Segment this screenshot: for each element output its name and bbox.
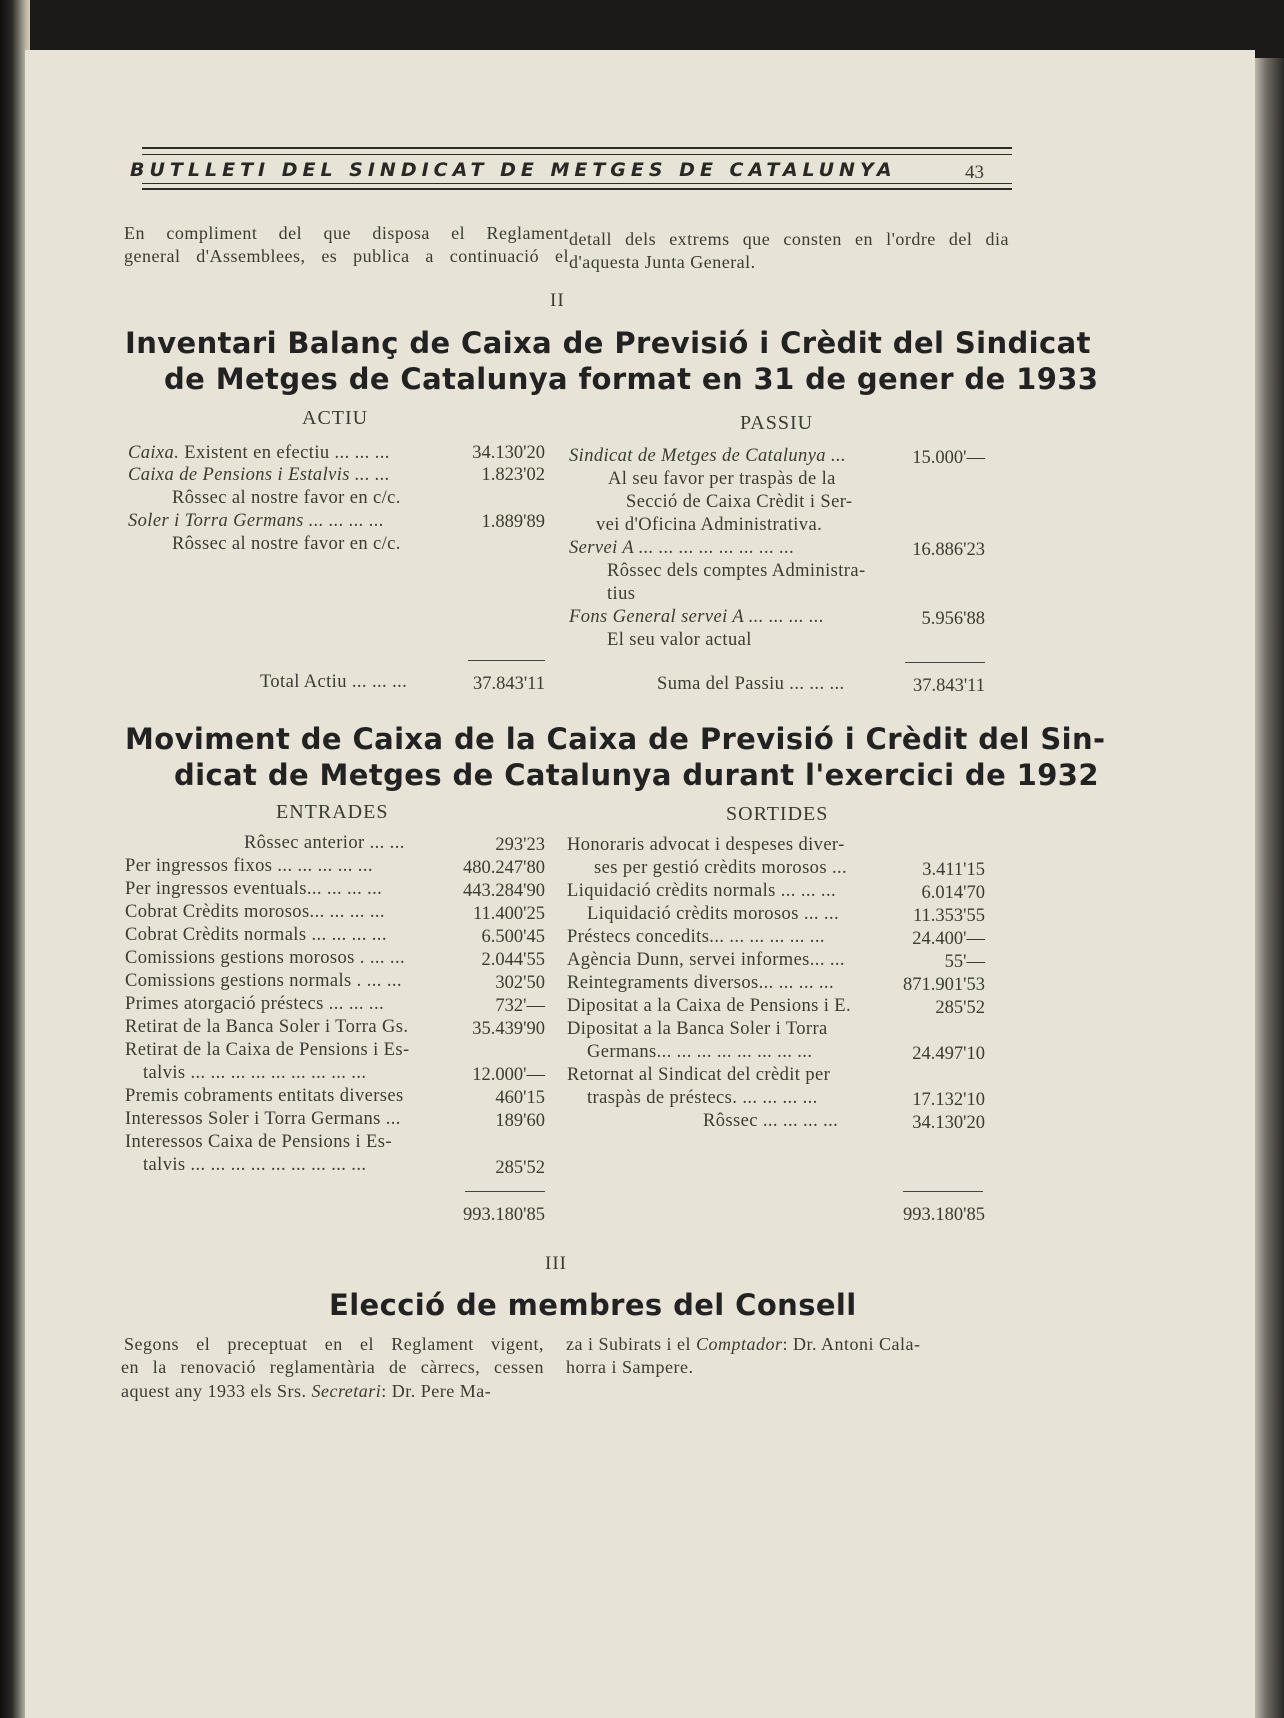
entrades-row-14: Interessos Caixa de Pensions i Es- bbox=[125, 1132, 392, 1152]
entrades-value-6: 2.044'55 bbox=[481, 950, 545, 970]
entrades-row-4: Cobrat Crèdits morosos... ... ... ... bbox=[125, 902, 385, 922]
sortides-total: 993.180'85 bbox=[903, 1205, 985, 1225]
passiu-total-rule bbox=[905, 662, 985, 663]
entrades-value-5: 6.500'45 bbox=[481, 927, 545, 947]
sortides-value-5: 24.400'— bbox=[912, 929, 985, 949]
passiu-row-8: Fons General servei A ... ... ... ... bbox=[569, 607, 825, 627]
actiu-row-4: Soler i Torra Germans ... ... ... ... bbox=[128, 511, 385, 531]
sortides-row-12: traspàs de préstecs. ... ... ... ... bbox=[587, 1088, 818, 1108]
entrades-row-7: Comissions gestions normals . ... ... bbox=[125, 971, 402, 991]
page-number: 43 bbox=[965, 162, 984, 183]
section-title-2-line-2: de Metges de Catalunya format en 31 de gener de 1933 bbox=[164, 362, 1099, 396]
sortides-row-10: Germans... ... ... ... ... ... ... ... bbox=[587, 1042, 813, 1062]
section-title-2-line-1: Inventari Balanç de Caixa de Previsió i Crèdit del Sindicat bbox=[125, 326, 1091, 360]
entrades-row-8: Primes atorgació préstecs ... ... ... bbox=[125, 994, 385, 1014]
sortides-row-2: ses per gestió crèdits morosos ... bbox=[594, 858, 848, 878]
entrades-row-6: Comissions gestions morosos . ... ... bbox=[125, 948, 405, 968]
sortides-row-13: Rôssec ... ... ... ... bbox=[703, 1111, 839, 1131]
header-rule-top2 bbox=[142, 154, 1012, 155]
actiu-row-3: Rôssec al nostre favor en c/c. bbox=[172, 488, 401, 508]
entrades-value-9: 35.439'90 bbox=[472, 1019, 545, 1039]
sortides-row-3: Liquidació crèdits normals ... ... ... bbox=[567, 881, 837, 901]
section3-left-line-2: en la renovació reglamentària de càrrecs, cessen bbox=[121, 1357, 544, 1377]
section-number-3: III bbox=[545, 1253, 567, 1274]
section-title-mov-line-2: dicat de Metges de Catalunya durant l'exercici de 1932 bbox=[174, 758, 1099, 792]
total-passiu-value: 37.843'11 bbox=[912, 676, 985, 696]
total-passiu-label: Suma del Passiu ... ... ... bbox=[657, 674, 845, 694]
sortides-value-4: 11.353'55 bbox=[912, 906, 985, 926]
passiu-row-2: Al seu favor per traspàs de la bbox=[608, 469, 836, 489]
actiu-row-2: Caixa de Pensions i Estalvis ... ... bbox=[128, 465, 391, 485]
running-header: BUTLLETI DEL SINDICAT DE METGES DE CATALUNYA bbox=[130, 159, 897, 181]
entrades-value-11: 12.000'— bbox=[472, 1065, 545, 1085]
entrades-value-1: 293'23 bbox=[495, 835, 545, 855]
entrades-total-rule bbox=[465, 1191, 545, 1192]
sortides-row-8: Dipositat a la Caixa de Pensions i E. bbox=[567, 996, 852, 1016]
entrades-row-11: talvis ... ... ... ... ... ... ... ... ... bbox=[143, 1063, 367, 1083]
entrades-value-7: 302'50 bbox=[495, 973, 545, 993]
section-number-2: II bbox=[550, 290, 565, 311]
entrades-value-15: 285'52 bbox=[495, 1158, 545, 1178]
passiu-row-7: tius bbox=[607, 584, 636, 604]
entrades-value-12: 460'15 bbox=[495, 1088, 545, 1108]
sortides-value-12: 17.132'10 bbox=[912, 1090, 985, 1110]
section-title-mov-line-1: Moviment de Caixa de la Caixa de Previsió i Crèdit del Sin- bbox=[125, 722, 1106, 756]
entrades-row-3: Per ingressos eventuals... ... ... ... bbox=[125, 879, 383, 899]
sortides-value-8: 285'52 bbox=[935, 998, 985, 1018]
actiu-row-1: Caixa. Existent en efectiu ... ... ... bbox=[128, 443, 390, 463]
passiu-value-8: 5.956'88 bbox=[921, 609, 985, 629]
sortides-row-7: Reintegraments diversos... ... ... ... bbox=[567, 973, 834, 993]
entrades-row-9: Retirat de la Banca Soler i Torra Gs. bbox=[125, 1017, 409, 1037]
sortides-row-6: Agència Dunn, servei informes... ... bbox=[567, 950, 845, 970]
passiu-row-3: Secció de Caixa Crèdit i Ser- bbox=[626, 492, 853, 512]
passiu-value-5: 16.886'23 bbox=[912, 540, 985, 560]
sortides-value-13: 34.130'20 bbox=[912, 1113, 985, 1133]
sortides-value-7: 871.901'53 bbox=[903, 975, 985, 995]
section-title-3: Elecció de membres del Consell bbox=[329, 1288, 857, 1322]
section3-right-line-2: horra i Sampere. bbox=[566, 1357, 694, 1377]
passiu-heading: PASSIU bbox=[740, 412, 814, 434]
entrades-row-12: Premis cobraments entitats diverses bbox=[125, 1086, 404, 1106]
entrades-row-13: Interessos Soler i Torra Germans ... bbox=[125, 1109, 401, 1129]
passiu-row-4: vei d'Oficina Administrativa. bbox=[596, 515, 823, 535]
book-edge bbox=[1255, 58, 1284, 1718]
actiu-value-2: 1.823'02 bbox=[481, 465, 545, 485]
section3-left-line-3: aquest any 1933 els Srs. Secretari: Dr. Pere Ma- bbox=[121, 1381, 492, 1401]
sortides-total-rule bbox=[903, 1191, 983, 1192]
intro-left-line-1: En compliment del que disposa el Reglament bbox=[124, 223, 569, 243]
sortides-value-2: 3.411'15 bbox=[922, 860, 985, 880]
header-rule-bottom2 bbox=[142, 188, 1012, 190]
section3-right-line-1: za i Subirats i el Comptador: Dr. Antoni Cala- bbox=[566, 1334, 921, 1354]
sortides-value-3: 6.014'70 bbox=[921, 883, 985, 903]
entrades-row-2: Per ingressos fixos ... ... ... ... ... bbox=[125, 856, 373, 876]
actiu-heading: ACTIU bbox=[302, 407, 369, 429]
entrades-value-13: 189'60 bbox=[495, 1111, 545, 1131]
entrades-value-4: 11.400'25 bbox=[472, 904, 545, 924]
total-actiu-value: 37.843'11 bbox=[472, 674, 545, 694]
passiu-value-1: 15.000'— bbox=[912, 448, 985, 468]
sortides-row-11: Retornat al Sindicat del crèdit per bbox=[567, 1065, 831, 1085]
sortides-row-9: Dipositat a la Banca Soler i Torra bbox=[567, 1019, 828, 1039]
total-actiu-label: Total Actiu ... ... ... bbox=[260, 672, 408, 692]
header-rule-top bbox=[142, 147, 1012, 149]
intro-right-line-2: d'aquesta Junta General. bbox=[569, 252, 756, 272]
sortides-value-10: 24.497'10 bbox=[912, 1044, 985, 1064]
passiu-row-5: Servei A ... ... ... ... ... ... ... ... bbox=[569, 538, 795, 558]
entrades-value-2: 480.247'80 bbox=[463, 858, 545, 878]
passiu-row-9: El seu valor actual bbox=[607, 630, 752, 650]
sortides-heading: SORTIDES bbox=[726, 803, 829, 825]
intro-left-line-2: general d'Assemblees, es publica a continuació el bbox=[124, 246, 569, 266]
header-rule-bottom bbox=[142, 183, 1012, 184]
entrades-row-1: Rôssec anterior ... ... bbox=[244, 833, 405, 853]
entrades-heading: ENTRADES bbox=[276, 801, 389, 823]
entrades-value-3: 443.284'90 bbox=[463, 881, 545, 901]
sortides-row-1: Honoraris advocat i despeses diver- bbox=[567, 835, 845, 855]
actiu-value-4: 1.889'89 bbox=[481, 512, 545, 532]
entrades-row-5: Cobrat Crèdits normals ... ... ... ... bbox=[125, 925, 387, 945]
passiu-row-1: Sindicat de Metges de Catalunya ... bbox=[569, 446, 847, 466]
intro-right-line-1: detall dels extrems que consten en l'ordre del dia bbox=[569, 229, 1009, 249]
passiu-row-6: Rôssec dels comptes Administra- bbox=[607, 561, 866, 581]
entrades-value-8: 732'— bbox=[495, 996, 545, 1016]
actiu-value-1: 34.130'20 bbox=[472, 443, 545, 463]
actiu-total-rule bbox=[468, 660, 545, 661]
actiu-row-5: Rôssec al nostre favor en c/c. bbox=[172, 534, 401, 554]
entrades-total: 993.180'85 bbox=[463, 1205, 545, 1225]
entrades-row-10: Retirat de la Caixa de Pensions i Es- bbox=[125, 1040, 410, 1060]
section3-left-line-1: Segons el preceptuat en el Reglament vigent, bbox=[124, 1334, 544, 1354]
sortides-row-4: Liquidació crèdits morosos ... ... bbox=[587, 904, 840, 924]
sortides-value-6: 55'— bbox=[944, 952, 985, 972]
page bbox=[25, 50, 1255, 1718]
entrades-row-15: talvis ... ... ... ... ... ... ... ... ... bbox=[143, 1155, 367, 1175]
sortides-row-5: Préstecs concedits... ... ... ... ... ... bbox=[567, 927, 825, 947]
